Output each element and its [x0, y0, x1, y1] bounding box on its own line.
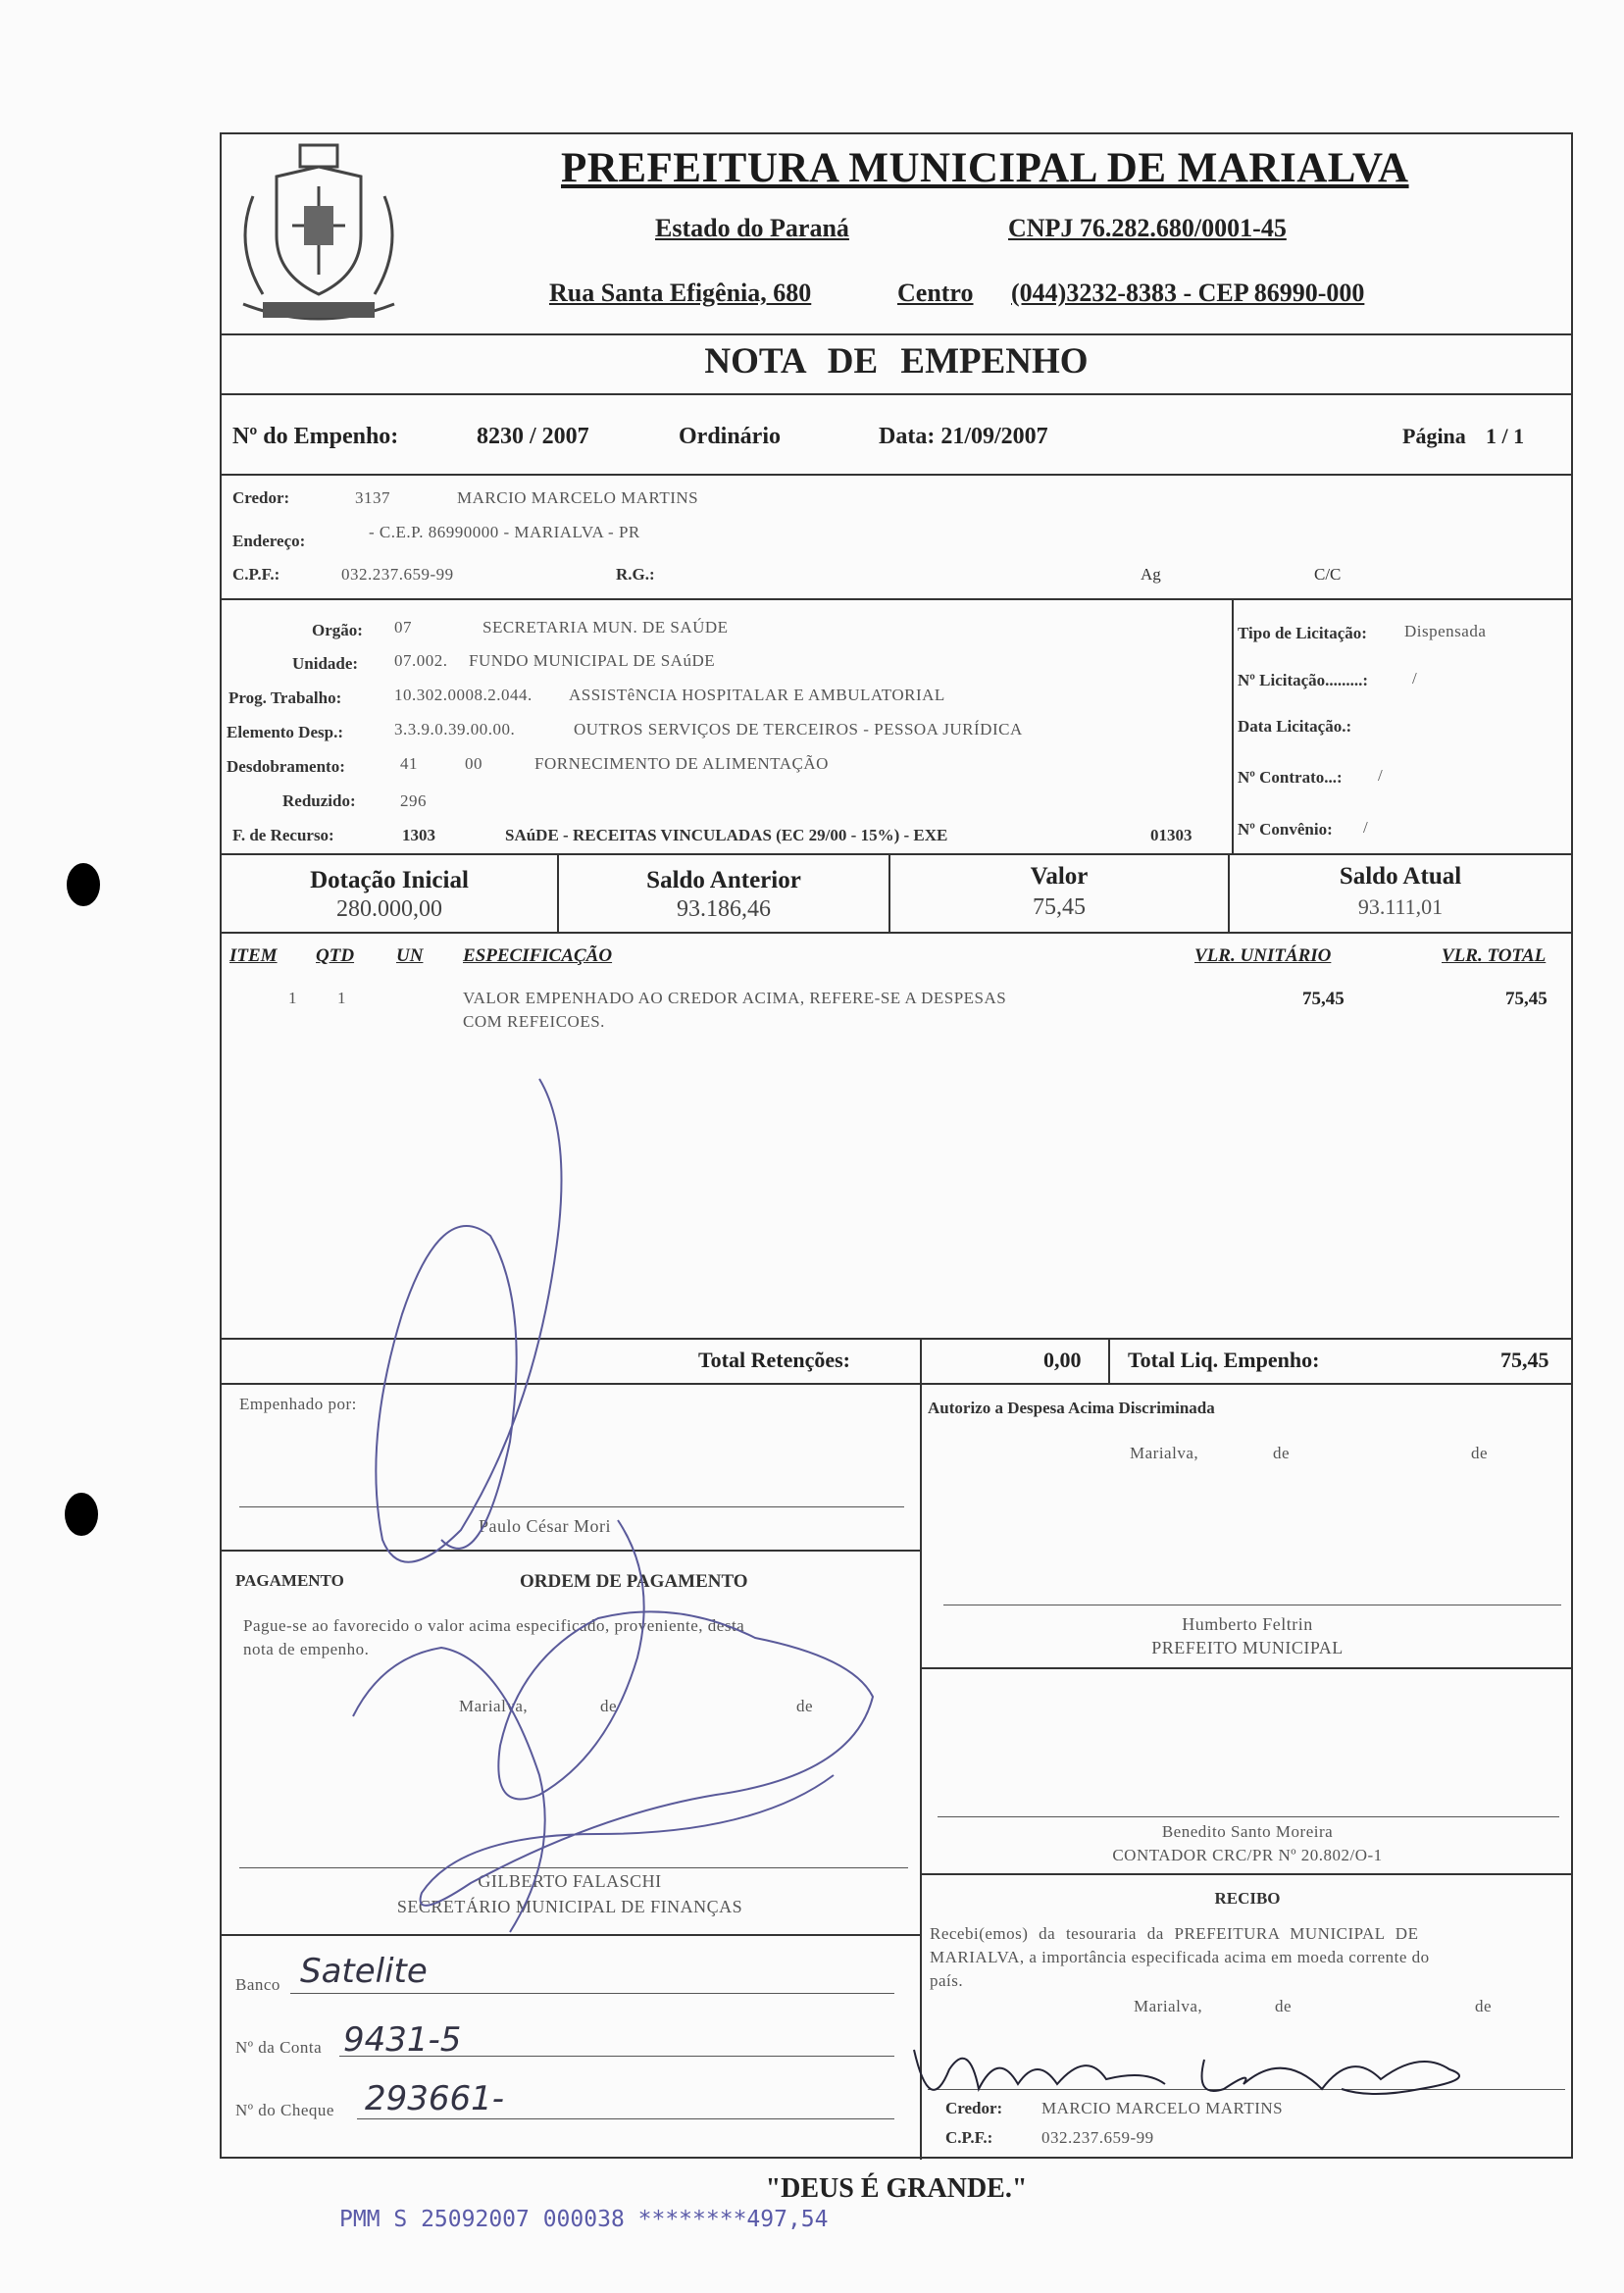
empenho-type: Ordinário [679, 424, 782, 449]
endereco-label: Endereço: [232, 532, 306, 550]
divider [220, 393, 1573, 395]
sec-name: GILBERTO FALASCHI [478, 1871, 662, 1891]
col-header-unit: VLR. UNITÁRIO [1194, 945, 1332, 966]
prefeito-name: Humberto Feltrin [1182, 1614, 1313, 1634]
autorizo-de-1: de [1273, 1444, 1291, 1462]
recibo-text-3: país. [930, 1971, 964, 1990]
prefeito-title: PREFEITO MUNICIPAL [1151, 1638, 1344, 1657]
header-phone-cep: (044)3232-8383 - CEP 86990-000 [1011, 279, 1365, 307]
anterior-value: 93.186,46 [677, 896, 771, 922]
orgao-name: SECRETARIA MUN. DE SAÚDE [482, 618, 729, 637]
divider [1108, 1338, 1110, 1383]
empenho-label: Nº do Empenho: [232, 424, 399, 449]
credor-label: Credor: [232, 488, 290, 507]
col-header-qtd: QTD [316, 945, 355, 966]
unidade-label: Unidade: [292, 654, 359, 673]
handwritten-signature [910, 2030, 1489, 2118]
tipo-licitacao-value: Dispensada [1404, 622, 1487, 640]
recibo-text-1: Recebi(emos) da tesouraria da PREFEITURA MUNICIPAL DE [930, 1924, 1419, 1943]
conta-value: 9431-5 [343, 2020, 462, 2060]
empenho-date: Data: 21/09/2007 [879, 424, 1048, 449]
field-line [357, 2118, 894, 2119]
cpf-value: 032.237.659-99 [341, 565, 454, 584]
desdob-name: FORNECIMENTO DE ALIMENTAÇÃO [534, 754, 829, 773]
desdob-label: Desdobramento: [227, 757, 345, 776]
col-header-item: ITEM [229, 945, 278, 966]
atual-label: Saldo Atual [1339, 863, 1462, 890]
anterior-label: Saldo Anterior [646, 867, 801, 893]
recibo-cpf-value: 032.237.659-99 [1041, 2128, 1154, 2147]
page-number: 1 / 1 [1486, 424, 1525, 448]
unidade-code: 07.002. [394, 651, 448, 670]
recurso-code: 1303 [402, 826, 435, 844]
orgao-label: Orgão: [312, 621, 363, 639]
data-licitacao-label: Data Licitação.: [1238, 717, 1352, 736]
contrato-label: Nº Contrato...: [1238, 768, 1343, 787]
recibo-label: RECIBO [1214, 1889, 1281, 1908]
field-line [290, 1993, 894, 1994]
signature-line [938, 1816, 1559, 1817]
field-line [339, 2056, 894, 2057]
autorizo-label: Autorizo a Despesa Acima Discriminada [928, 1399, 1215, 1417]
recibo-marialva: Marialva, [1134, 1997, 1203, 2015]
prog-name: ASSISTêNCIA HOSPITALAR E AMBULATORIAL [569, 686, 945, 704]
header-state: Estado do Paraná [655, 214, 849, 242]
ordem-marialva: Marialva, [459, 1697, 529, 1715]
col-header-total: VLR. TOTAL [1442, 945, 1547, 966]
recibo-cpf-label: C.P.F.: [945, 2128, 993, 2147]
recibo-text-2: MARIALVA, a importância especificada acima em moeda corrente do [930, 1948, 1430, 1966]
liq-value: 75,45 [1500, 1348, 1549, 1372]
liq-label: Total Liq. Empenho: [1128, 1348, 1320, 1372]
credor-name: MARCIO MARCELO MARTINS [457, 488, 699, 507]
spec-line2: COM REFEICOES. [463, 1012, 605, 1031]
dotacao-value: 280.000,00 [336, 896, 442, 922]
recibo-de-2: de [1475, 1997, 1493, 2015]
orgao-code: 07 [394, 618, 412, 637]
endereco-value: - C.E.P. 86990000 - MARIALVA - PR [369, 523, 640, 541]
desdob-code2: 00 [465, 754, 482, 773]
col-header-un: UN [396, 945, 424, 966]
ordem-de-1: de [600, 1697, 618, 1715]
contrato-value: / [1378, 766, 1384, 785]
pague-text-2: nota de empenho. [243, 1640, 370, 1658]
unidade-name: FUNDO MUNICIPAL DE SAúDE [469, 651, 716, 670]
header-cnpj: CNPJ 76.282.680/0001-45 [1008, 214, 1287, 242]
qtd-cell: 1 [337, 989, 346, 1007]
cheque-value: 293661- [365, 2079, 505, 2118]
total-cell: 75,45 [1505, 989, 1548, 1009]
empenho-number: 8230 / 2007 [477, 424, 589, 449]
cc-label: C/C [1314, 565, 1342, 584]
motto: "DEUS É GRANDE." [765, 2173, 1028, 2204]
valor-label: Valor [1030, 863, 1089, 890]
recurso-num: 01303 [1150, 826, 1193, 844]
atual-value: 93.111,01 [1357, 894, 1444, 919]
retencoes-value: 0,00 [1043, 1348, 1082, 1372]
autorizo-de-2: de [1471, 1444, 1489, 1462]
desdob-code1: 41 [400, 754, 418, 773]
divider [220, 598, 1573, 600]
col-header-spec: ESPECIFICAÇÃO [463, 945, 613, 966]
divider [1232, 600, 1234, 853]
contador-title: CONTADOR CRC/PR Nº 20.802/O-1 [1112, 1846, 1383, 1864]
header-title: PREFEITURA MUNICIPAL DE MARIALVA [561, 145, 1409, 191]
banco-label: Banco [235, 1975, 280, 1994]
rg-label: R.G.: [616, 565, 655, 584]
item-cell: 1 [288, 989, 297, 1007]
doc-title: NOTA DE EMPENHO [704, 341, 1089, 382]
ag-label: Ag [1141, 565, 1161, 584]
divider [220, 853, 1573, 855]
credor-code: 3137 [355, 488, 390, 507]
pague-text-1: Pague-se ao favorecido o valor acima especificado, proveniente, desta [243, 1616, 745, 1635]
header-district: Centro [897, 279, 974, 307]
page-label: Página [1402, 424, 1466, 448]
divider [920, 1873, 1573, 1875]
header-address: Rua Santa Efigênia, 680 [549, 279, 812, 307]
contador-name: Benedito Santo Moreira [1161, 1822, 1334, 1841]
licitacao-num-label: Nº Licitação.........: [1238, 671, 1369, 689]
sec-title: SECRETÁRIO MUNICIPAL DE FINANÇAS [396, 1897, 743, 1916]
valor-value: 75,45 [1033, 894, 1086, 920]
punch-hole-top [67, 863, 100, 906]
divider [220, 932, 1573, 934]
autorizo-marialva: Marialva, [1130, 1444, 1199, 1462]
elemento-code: 3.3.9.0.39.00.00. [394, 720, 516, 739]
pagamento-label: PAGAMENTO [235, 1571, 344, 1590]
ordem-de-2: de [796, 1697, 814, 1715]
recibo-credor-label: Credor: [945, 2099, 1003, 2117]
prog-code: 10.302.0008.2.044. [394, 686, 533, 704]
convenio-label: Nº Convênio: [1238, 820, 1333, 839]
punch-hole-bottom [65, 1493, 98, 1536]
unit-cell: 75,45 [1302, 989, 1345, 1009]
banco-value: Satelite [300, 1952, 428, 1991]
coat-of-arms-icon [224, 137, 414, 331]
handwritten-signature [343, 1069, 892, 1952]
bank-stamp: PMM S 25092007 000038 ********497,54 [339, 2207, 829, 2232]
ordem-label: ORDEM DE PAGAMENTO [520, 1571, 748, 1592]
cheque-label: Nº do Cheque [235, 2101, 334, 2119]
retencoes-label: Total Retenções: [698, 1348, 850, 1372]
recurso-name: SAúDE - RECEITAS VINCULADAS (EC 29/00 - 15%) - EXE [505, 826, 948, 844]
cpf-label: C.P.F.: [232, 565, 280, 584]
conta-label: Nº da Conta [235, 2038, 323, 2057]
prog-label: Prog. Trabalho: [228, 688, 342, 707]
convenio-value: / [1363, 818, 1369, 837]
dotacao-label: Dotação Inicial [310, 867, 469, 893]
divider [920, 1667, 1573, 1669]
recurso-label: F. de Recurso: [232, 826, 334, 844]
tipo-licitacao-label: Tipo de Licitação: [1238, 624, 1367, 642]
divider [220, 333, 1573, 335]
licitacao-num-value: / [1412, 669, 1418, 688]
recibo-credor-value: MARCIO MARCELO MARTINS [1041, 2099, 1284, 2117]
elemento-label: Elemento Desp.: [227, 723, 343, 741]
elemento-name: OUTROS SERVIÇOS DE TERCEIROS - PESSOA JURÍDICA [574, 720, 1023, 739]
spec-line1: VALOR EMPENHADO AO CREDOR ACIMA, REFERE-SE A DESPESAS [463, 989, 1007, 1007]
divider [220, 474, 1573, 476]
empenhado-label: Empenhado por: [239, 1395, 357, 1413]
empenhado-name: Paulo César Mori [479, 1516, 611, 1536]
recibo-de-1: de [1275, 1997, 1293, 2015]
reduzido-value: 296 [400, 791, 427, 810]
reduzido-label: Reduzido: [282, 791, 356, 810]
